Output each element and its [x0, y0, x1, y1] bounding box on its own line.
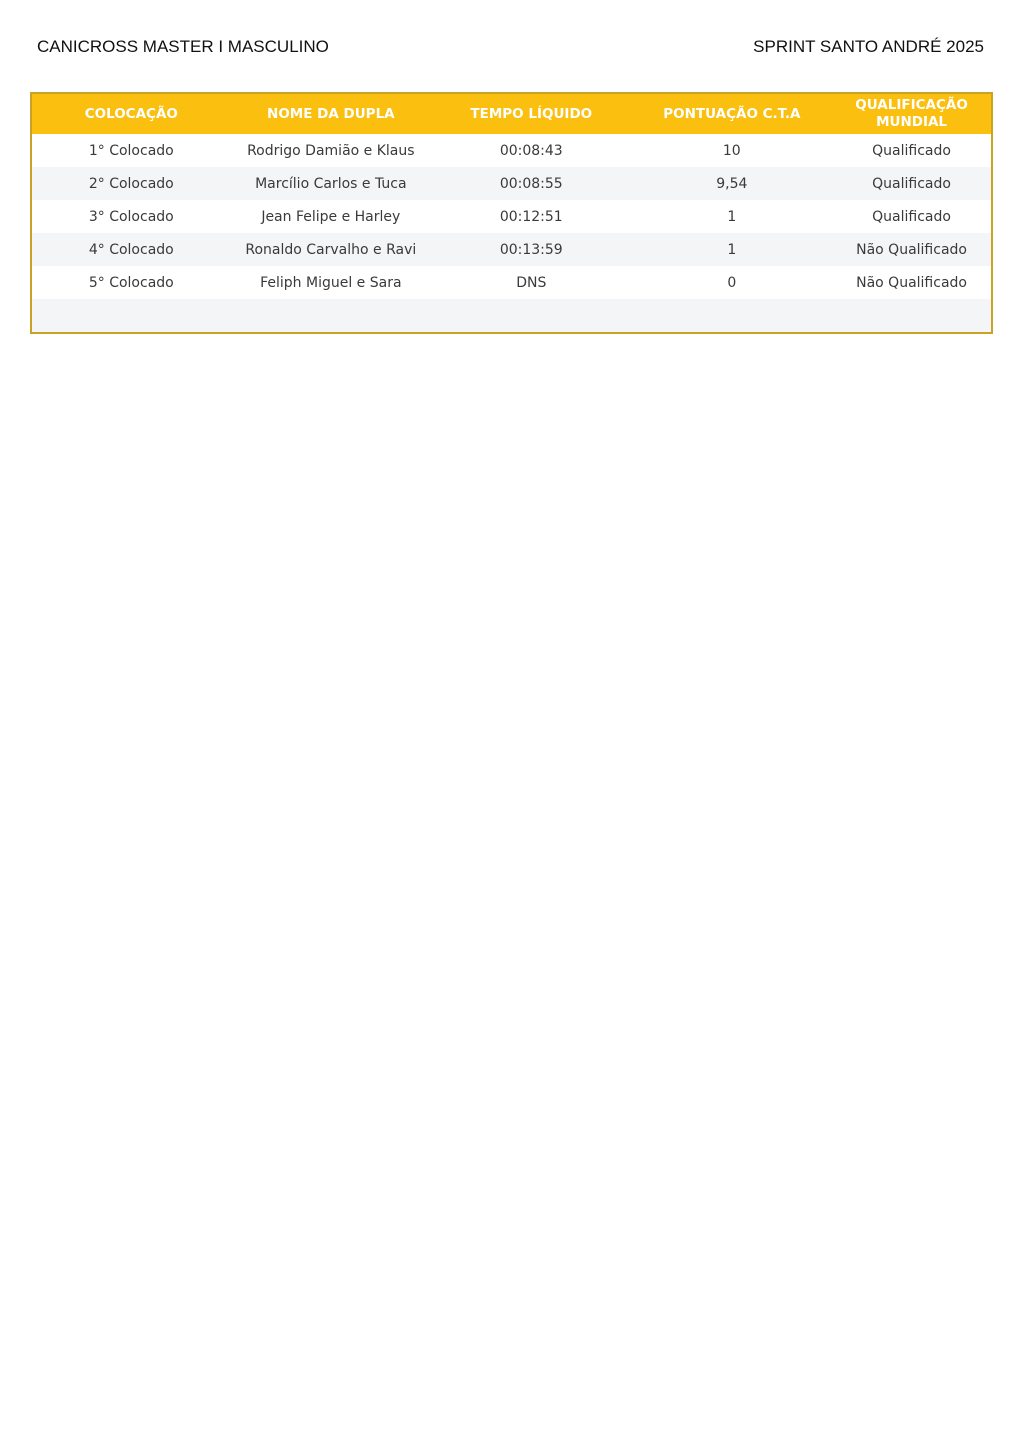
net-time-cell: 00:08:43 [431, 134, 631, 167]
column-header-world-qualification: QUALIFICAÇÃO MUNDIAL [832, 93, 992, 134]
results-table [30, 92, 993, 334]
empty-cell [31, 299, 231, 333]
cta-score-cell: 0 [632, 266, 833, 299]
document-header [37, 37, 984, 57]
qualification-cell: Qualificado [832, 200, 992, 233]
qualification-cell: Não Qualificado [832, 233, 992, 266]
column-header-cta-score: PONTUAÇÃO C.T.A [632, 93, 833, 134]
team-name-cell: Feliph Miguel e Sara [231, 266, 431, 299]
qualification-cell: Não Qualificado [832, 266, 992, 299]
placement-cell: 3° Colocado [31, 200, 231, 233]
table-row [31, 167, 992, 200]
team-name-cell: Ronaldo Carvalho e Ravi [231, 233, 431, 266]
table-row [31, 200, 992, 233]
qualification-cell: Qualificado [832, 167, 992, 200]
table-row [31, 266, 992, 299]
team-name-cell: Jean Felipe e Harley [231, 200, 431, 233]
table-header-row [31, 93, 992, 134]
team-name-cell: Marcílio Carlos e Tuca [231, 167, 431, 200]
net-time-cell: 00:08:55 [431, 167, 631, 200]
net-time-cell: 00:13:59 [431, 233, 631, 266]
net-time-cell: DNS [431, 266, 631, 299]
empty-cell [632, 299, 833, 333]
qualification-cell: Qualificado [832, 134, 992, 167]
empty-cell [431, 299, 631, 333]
net-time-cell: 00:12:51 [431, 200, 631, 233]
cta-score-cell: 9,54 [632, 167, 833, 200]
column-header-net-time: TEMPO LÍQUIDO [431, 93, 631, 134]
event-title: SPRINT SANTO ANDRÉ 2025 [753, 37, 984, 56]
cta-score-cell: 1 [632, 233, 833, 266]
column-header-team-name: NOME DA DUPLA [231, 93, 431, 134]
placement-cell: 2° Colocado [31, 167, 231, 200]
placement-cell: 1° Colocado [31, 134, 231, 167]
empty-cell [231, 299, 431, 333]
team-name-cell: Rodrigo Damião e Klaus [231, 134, 431, 167]
placement-cell: 5° Colocado [31, 266, 231, 299]
table-row [31, 233, 992, 266]
empty-cell [832, 299, 992, 333]
cta-score-cell: 1 [632, 200, 833, 233]
table-row [31, 134, 992, 167]
placement-cell: 4° Colocado [31, 233, 231, 266]
cta-score-cell: 10 [632, 134, 833, 167]
column-header-placement: COLOCAÇÃO [31, 93, 231, 134]
empty-table-row [31, 299, 992, 333]
category-title: CANICROSS MASTER I MASCULINO [37, 37, 329, 56]
